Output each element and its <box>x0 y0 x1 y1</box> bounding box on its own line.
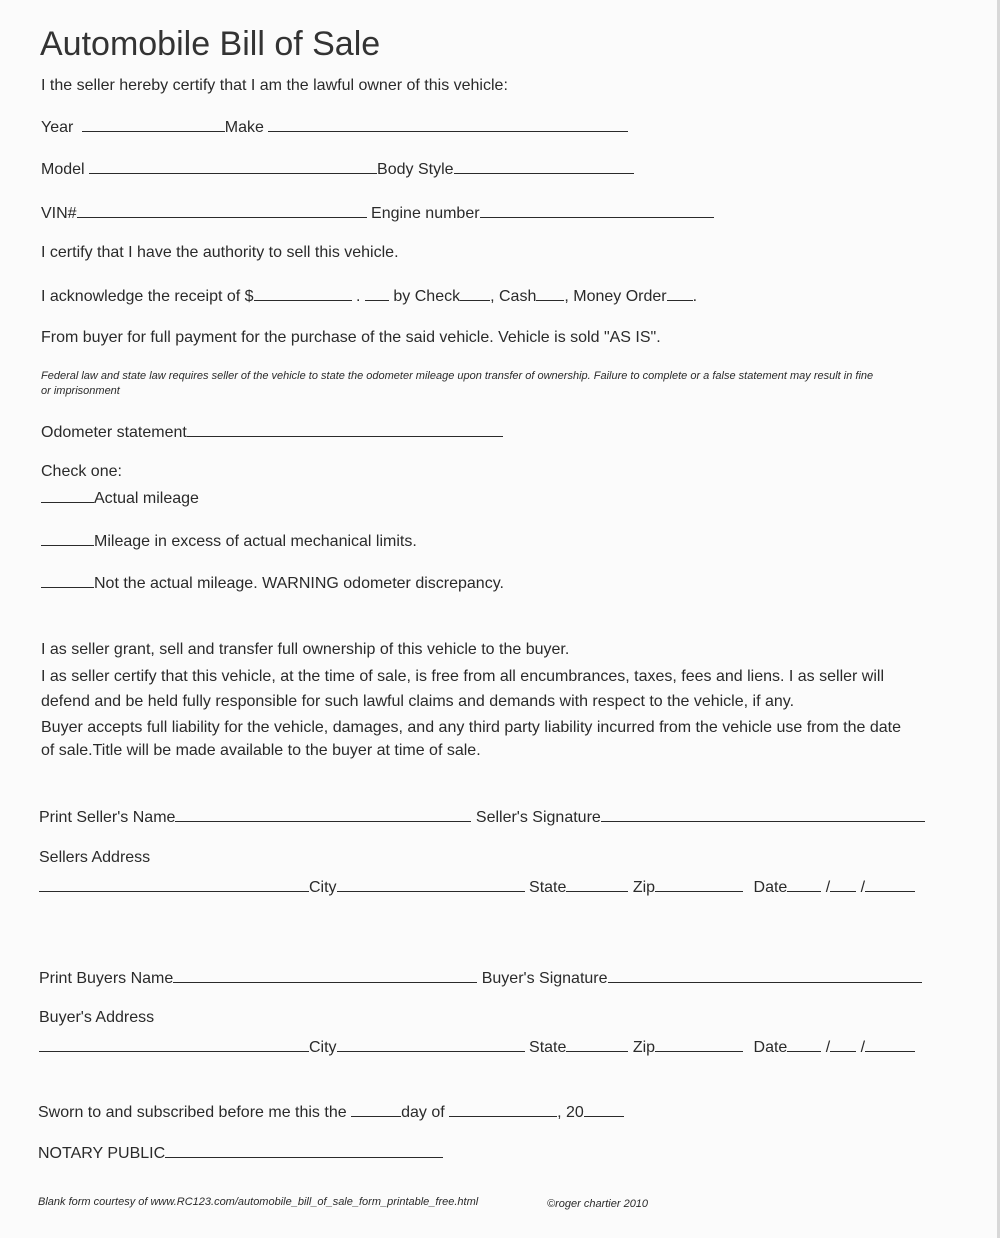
vin-engine-row <box>41 202 714 224</box>
intro-text: I the seller hereby certify that I am the lawful owner of this vehicle: <box>41 77 508 94</box>
terms-line5: of sale.Title will be made available to the buyer at time of sale. <box>41 742 481 759</box>
seller-date-day[interactable] <box>830 876 856 892</box>
seller-signature-field[interactable] <box>601 806 925 822</box>
buyer-zip-field[interactable] <box>655 1036 743 1052</box>
body-style-label: Body Style <box>377 161 454 178</box>
seller-address-field[interactable] <box>39 876 309 892</box>
footer-courtesy: Blank form courtesy of www.RC123.com/automobile_bill_of_sale_form_printable_free.html <box>38 1196 479 1208</box>
year-make-row <box>41 116 628 138</box>
buyer-date-month[interactable] <box>787 1036 821 1052</box>
date-separator: / <box>825 1039 831 1056</box>
model-body-row <box>41 158 634 180</box>
cash-label: , Cash <box>490 288 537 305</box>
option-excess-row <box>41 530 417 552</box>
actual-mileage-checkbox[interactable] <box>41 487 94 503</box>
receipt-period: . <box>692 288 698 305</box>
make-field[interactable] <box>268 116 628 132</box>
sworn-day-field[interactable] <box>351 1101 401 1117</box>
not-actual-label: Not the actual mileage. WARNING odometer discrepancy. <box>94 575 504 592</box>
buyer-state-label: State <box>529 1039 567 1056</box>
authority-text: I certify that I have the authority to sell this vehicle. <box>41 244 399 261</box>
notary-label: NOTARY PUBLIC <box>38 1145 166 1162</box>
date-separator: / <box>860 879 866 896</box>
odometer-row <box>41 421 503 443</box>
buyer-signature-field[interactable] <box>608 967 922 983</box>
year-field[interactable] <box>82 116 225 132</box>
seller-zip-label: Zip <box>632 879 656 896</box>
seller-signature-label: Seller's Signature <box>475 809 601 826</box>
buyer-address-label: Buyer's Address <box>39 1009 155 1026</box>
seller-state-label: State <box>529 879 567 896</box>
notary-row <box>38 1142 443 1164</box>
terms-line3: defend and be held fully responsible for such lawful claims and demands with respect to the vehicle, if any. <box>41 693 795 710</box>
federal-notice-line2: or imprisonment <box>41 385 120 397</box>
excess-mileage-label: Mileage in excess of actual mechanical limits. <box>94 533 417 550</box>
day-of-label: day of <box>401 1104 445 1121</box>
seller-address-row <box>39 876 915 898</box>
date-separator: / <box>860 1039 866 1056</box>
seller-date-year[interactable] <box>865 876 915 892</box>
buyer-name-label: Print Buyers Name <box>39 970 174 987</box>
option-actual-row <box>41 487 199 509</box>
decimal-point: . <box>356 288 361 305</box>
federal-notice-line1: Federal law and state law requires seller of the vehicle to state the odometer mileage upon transfer of ownership. Failure to complete or a false statement may result in fine <box>41 370 874 382</box>
amount-dollars-field[interactable] <box>254 285 352 301</box>
amount-cents-field[interactable] <box>365 285 389 301</box>
sworn-month-field[interactable] <box>449 1101 557 1117</box>
seller-date-month[interactable] <box>787 876 821 892</box>
terms-line1: I as seller grant, sell and transfer full ownership of this vehicle to the buyer. <box>41 641 570 658</box>
engine-number-field[interactable] <box>480 202 714 218</box>
seller-address-label: Sellers Address <box>39 849 151 866</box>
seller-city-label: City <box>309 879 337 896</box>
check-one-label: Check one: <box>41 463 122 480</box>
cash-field[interactable] <box>536 285 564 301</box>
form-title: Automobile Bill of Sale <box>40 25 381 63</box>
check-field[interactable] <box>460 285 490 301</box>
buyer-city-label: City <box>309 1039 337 1056</box>
money-order-field[interactable] <box>667 285 693 301</box>
buyer-address-row <box>39 1036 915 1058</box>
sworn-label: Sworn to and subscribed before me this the <box>38 1104 347 1121</box>
buyer-city-field[interactable] <box>337 1036 525 1052</box>
seller-city-field[interactable] <box>337 876 525 892</box>
sworn-year-field[interactable] <box>584 1101 624 1117</box>
buyer-name-row <box>39 967 922 989</box>
seller-zip-field[interactable] <box>655 876 743 892</box>
terms-line2: I as seller certify that this vehicle, at the time of sale, is free from all encumbrances, taxes, fees and liens. I as seller will <box>41 668 885 685</box>
model-label: Model <box>41 161 85 178</box>
receipt-label: I acknowledge the receipt of $ <box>41 288 254 305</box>
terms-line4: Buyer accepts full liability for the vehicle, damages, and any third party liability incurred from the vehicle use from the date <box>41 719 901 736</box>
seller-state-field[interactable] <box>566 876 628 892</box>
not-actual-checkbox[interactable] <box>41 572 94 588</box>
body-style-field[interactable] <box>454 158 634 174</box>
footer-copyright: ©roger chartier 2010 <box>547 1198 649 1210</box>
make-label: Make <box>224 119 264 136</box>
buyer-state-field[interactable] <box>566 1036 628 1052</box>
odometer-field[interactable] <box>187 421 503 437</box>
buyer-date-label: Date <box>753 1039 788 1056</box>
buyer-date-year[interactable] <box>865 1036 915 1052</box>
receipt-row <box>41 285 697 307</box>
seller-name-field[interactable] <box>175 806 471 822</box>
buyer-zip-label: Zip <box>632 1039 656 1056</box>
notary-field[interactable] <box>165 1142 443 1158</box>
engine-number-label: Engine number <box>371 205 480 222</box>
year-label: Year <box>41 119 74 136</box>
odometer-label: Odometer statement <box>41 424 187 441</box>
year-prefix-label: , 20 <box>557 1104 584 1121</box>
buyer-signature-label: Buyer's Signature <box>481 970 608 987</box>
buyer-name-field[interactable] <box>173 967 477 983</box>
excess-mileage-checkbox[interactable] <box>41 530 94 546</box>
model-field[interactable] <box>89 158 377 174</box>
check-label: by Check <box>393 288 461 305</box>
vin-field[interactable] <box>77 202 367 218</box>
sworn-row <box>38 1101 624 1123</box>
vin-label: VIN# <box>41 205 77 222</box>
date-separator: / <box>825 879 831 896</box>
actual-mileage-label: Actual mileage <box>94 490 199 507</box>
seller-date-label: Date <box>753 879 788 896</box>
buyer-date-day[interactable] <box>830 1036 856 1052</box>
money-order-label: , Money Order <box>564 288 667 305</box>
seller-name-label: Print Seller's Name <box>39 809 176 826</box>
option-not-actual-row <box>41 572 504 594</box>
payment-statement: From buyer for full payment for the purchase of the said vehicle. Vehicle is sold "AS IS". <box>41 329 661 346</box>
seller-name-row <box>39 806 925 828</box>
buyer-address-field[interactable] <box>39 1036 309 1052</box>
